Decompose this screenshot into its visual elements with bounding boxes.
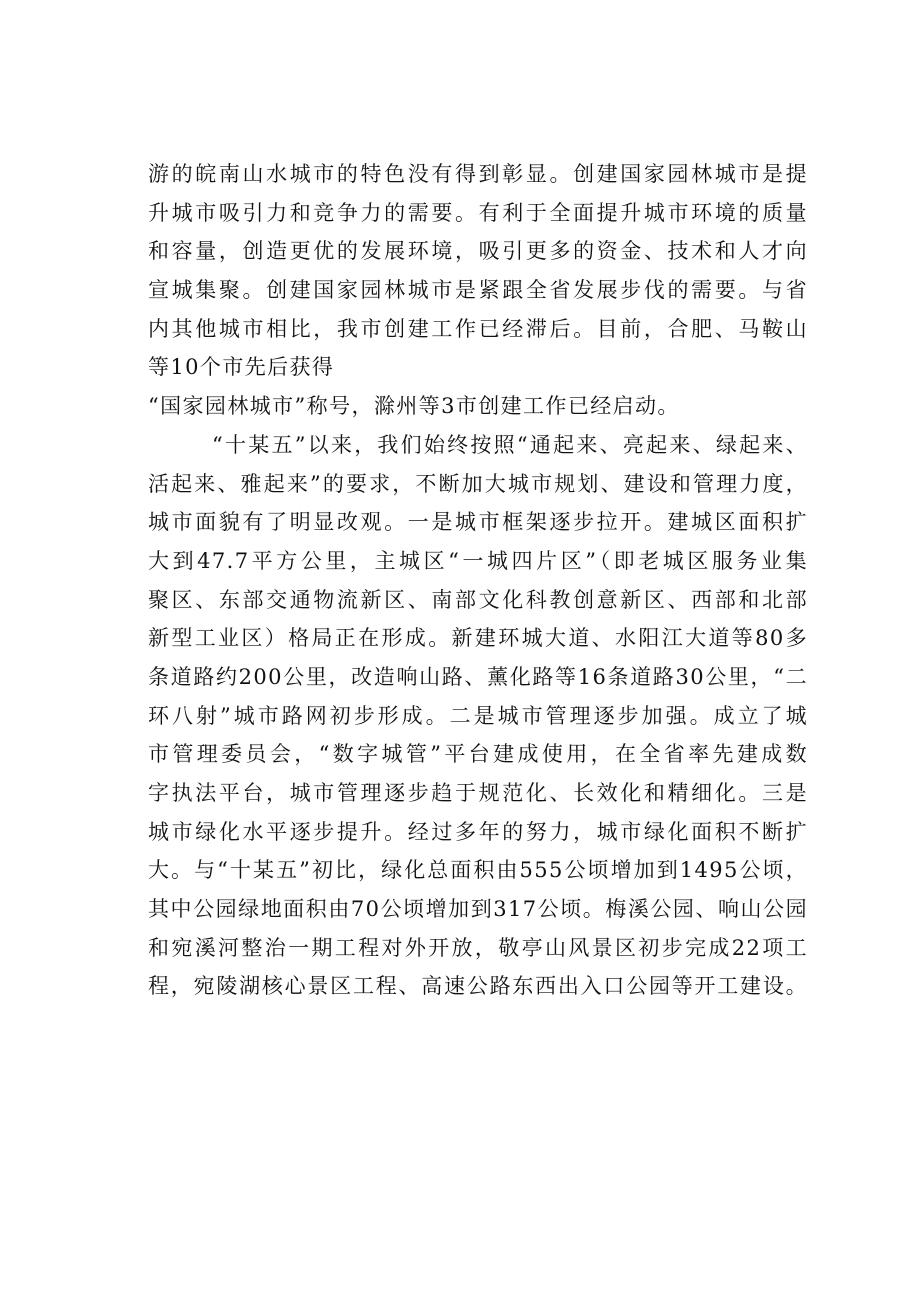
text-line: 条道路约200公里，改造响山路、薰化路等16条道路30公里，“二: [148, 664, 808, 689]
text-line: 新型工业区）格局正在形成。新建环城大道、水阳江大道等80多: [148, 626, 808, 651]
text-line: 字执法平台，城市管理逐步趋于规范化、长效化和精细化。三是: [148, 781, 808, 805]
text-line: 游的皖南山水城市的特色没有得到彰显。创建国家园林城市是提: [148, 162, 808, 186]
text-line: 程，宛陵湖核心景区工程、高速公路东西出入口公园等开工建设。: [148, 974, 808, 999]
text-line: 和容量，创造更优的发展环境，吸引更多的资金、技术和人才向: [148, 239, 808, 264]
text-line: 升城市吸引力和竞争力的需要。有利于全面提升城市环境的质量: [148, 200, 808, 225]
text-line: “十某五”以来，我们始终按照“通起来、亮起来、绿起来、: [212, 432, 808, 457]
text-line: 聚区、东部交通物流新区、南部文化科教创意新区、西部和北部: [148, 587, 808, 612]
text-line: 环八射”城市路网初步形成。二是城市管理逐步加强。成立了城: [148, 703, 808, 728]
text-line: 活起来、雅起来”的要求，不断加大城市规划、建设和管理力度，: [148, 471, 808, 496]
text-line: 和宛溪河整治一期工程对外开放，敬亭山风景区初步完成22项工: [148, 935, 808, 960]
body-text: [148, 155, 808, 1006]
text-line: 其中公园绿地面积由70公顷增加到317公顷。梅溪公园、响山公园: [148, 897, 808, 922]
text-line: 内其他城市相比，我市创建工作已经滞后。目前，合肥、马鞍山: [148, 316, 808, 341]
text-line: 宣城集聚。创建国家园林城市是紧跟全省发展步伐的需要。与省: [148, 278, 808, 303]
text-line: 市管理委员会，“数字城管”平台建成使用，在全省率先建成数: [148, 742, 808, 767]
text-line: 大。与“十某五”初比，绿化总面积由555公顷增加到1495公顷，: [148, 858, 808, 883]
text-line: 等10个市先后获得: [148, 355, 335, 380]
text-line: 大到47.7平方公里，主城区“一城四片区”（即老城区服务业集: [148, 548, 808, 573]
text-line: 城市面貌有了明显改观。一是城市框架逐步拉开。建城区面积扩: [148, 510, 808, 535]
text-line: “国家园林城市”称号，滁州等3市创建工作已经启动。: [148, 394, 680, 419]
text-line: 城市绿化水平逐步提升。经过多年的努力，城市绿化面积不断扩: [148, 819, 808, 844]
